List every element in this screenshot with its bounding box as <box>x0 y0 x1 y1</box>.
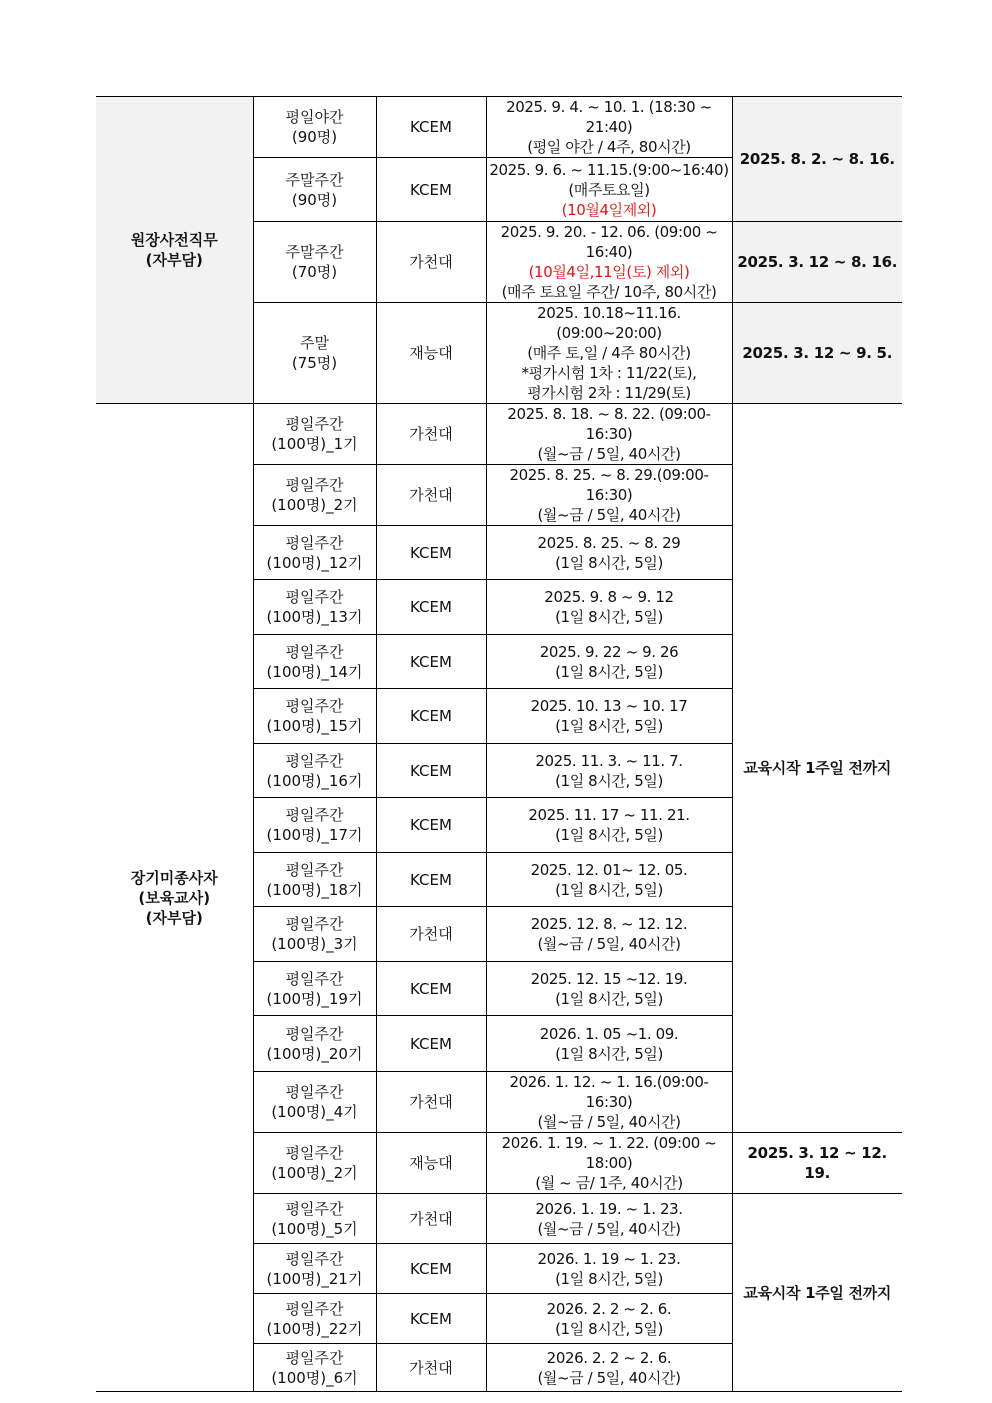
institution-cell: KCEM <box>376 635 486 689</box>
text-line: 2026. 1. 05 ~1. 09. <box>539 1024 679 1043</box>
text-line: (1일 8시간, 5일) <box>555 771 663 790</box>
course-cell <box>253 526 376 580</box>
text-line: 평일주간 <box>285 642 344 661</box>
text-line: (자부담) <box>145 908 203 927</box>
institution-cell: KCEM <box>376 689 486 744</box>
course-cell <box>253 222 376 303</box>
period-cell <box>486 526 732 580</box>
text-line: (100명)_5기 <box>271 1219 358 1238</box>
text-line: 2025. 10.18~11.16. (09:00~20:00) <box>537 304 681 342</box>
text-line: (매주 토,일 / 4주 80시간) <box>527 344 691 362</box>
deadline-cell: 2025. 3. 12 ~ 9. 5. <box>732 303 902 404</box>
text-line: (월~금 / 5일, 40시간) <box>537 935 681 953</box>
institution-cell: KCEM <box>376 526 486 580</box>
institution-cell: KCEM <box>376 97 486 158</box>
course-cell <box>253 158 376 222</box>
course-cell <box>253 97 376 158</box>
category-cell <box>96 97 253 404</box>
text-line: 2025. 12. 15 ~12. 19. <box>530 969 688 988</box>
text-line: (1일 8시간, 5일) <box>555 880 663 899</box>
period-cell <box>486 1244 732 1294</box>
table-row <box>96 97 902 158</box>
period-cell <box>486 580 732 635</box>
course-cell <box>253 465 376 526</box>
course-cell <box>253 1244 376 1294</box>
period-cell <box>486 798 732 853</box>
text-line: (75명) <box>291 354 338 372</box>
text-line: (100명)_19기 <box>266 989 363 1008</box>
period-cell <box>486 744 732 798</box>
text-line: 평일주간 <box>285 806 344 824</box>
text-line: 평일주간 <box>285 415 344 433</box>
course-cell <box>253 962 376 1016</box>
course-cell <box>253 744 376 798</box>
text-line: 2025. 11. 17 ~ 11. 21. <box>528 806 690 824</box>
text-line: 평일야간 <box>285 108 344 126</box>
text-line: 2025. 8. 25. ~ 8. 29 <box>537 533 681 552</box>
text-line: (100명)_14기 <box>266 662 363 681</box>
period-cell <box>486 303 732 404</box>
period-cell <box>486 1194 732 1244</box>
text-line: 평일주간 <box>285 1199 344 1218</box>
text-line: 평일주간 <box>285 915 344 933</box>
text-line: 2026. 1. 19. ~ 1. 23. <box>535 1199 683 1218</box>
period-cell <box>486 1016 732 1072</box>
deadline-cell: 교육시작 1주일 전까지 <box>732 1194 902 1392</box>
institution-cell: KCEM <box>376 1016 486 1072</box>
text-line: 2025. 10. 13 ~ 10. 17 <box>530 697 688 715</box>
course-cell <box>253 1133 376 1194</box>
institution-cell: KCEM <box>376 158 486 222</box>
text-line: 평가시험 2차 : 11/29(토) <box>527 384 691 402</box>
text-line: (100명)_21기 <box>266 1269 363 1288</box>
category-cell <box>96 404 253 1392</box>
text-line: 평일주간 <box>285 860 344 879</box>
text-line: (1일 8시간, 5일) <box>555 1269 663 1288</box>
text-line: 평일주간 <box>285 1249 344 1268</box>
text-line: 2025. 9. 22 ~ 9. 26 <box>539 642 679 661</box>
text-line: 2026. 1. 12. ~ 1. 16.(09:00-16:30) <box>509 1073 709 1111</box>
text-line: (1일 8시간, 5일) <box>555 1319 663 1338</box>
text-line: 2025. 12. 8. ~ 12. 12. <box>530 915 688 933</box>
table-row <box>96 404 902 465</box>
institution-cell: 재능대 <box>376 303 486 404</box>
text-line: 주말 <box>300 334 329 352</box>
period-cell <box>486 1072 732 1133</box>
text-line: 원장사전직무 <box>130 231 218 249</box>
text-line: 평일주간 <box>285 969 344 988</box>
text-line: (90명) <box>291 128 338 146</box>
text-line: 평일주간 <box>285 1299 344 1318</box>
period-cell <box>486 635 732 689</box>
period-cell <box>486 158 732 222</box>
text-line: (월 ~ 금/ 1주, 40시간) <box>535 1174 683 1192</box>
text-line: (1일 8시간, 5일) <box>555 1044 663 1063</box>
course-cell <box>253 1194 376 1244</box>
institution-cell: KCEM <box>376 962 486 1016</box>
text-line: 2025. 9. 8 ~ 9. 12 <box>544 588 674 606</box>
text-line: 2026. 2. 2 ~ 2. 6. <box>546 1348 672 1367</box>
text-line: 2026. 1. 19 ~ 1. 23. <box>537 1249 681 1268</box>
text-line: (1일 8시간, 5일) <box>555 608 663 626</box>
period-cell <box>486 222 732 303</box>
text-line: 평일주간 <box>285 476 344 494</box>
institution-cell: 가천대 <box>376 1344 486 1392</box>
course-cell <box>253 1016 376 1072</box>
text-line: (100명)_4기 <box>271 1103 358 1121</box>
course-cell <box>253 907 376 962</box>
text-line: 장기미종사자 <box>130 868 218 887</box>
period-cell <box>486 853 732 907</box>
text-line: (100명)_18기 <box>266 880 363 899</box>
text-line: (1일 8시간, 5일) <box>555 717 663 735</box>
text-line: (100명)_22기 <box>266 1319 363 1338</box>
institution-cell: 가천대 <box>376 465 486 526</box>
text-line: (100명)_1기 <box>271 435 358 453</box>
text-line: 평일주간 <box>285 533 344 552</box>
text-line: 2026. 1. 19. ~ 1. 22. (09:00 ~ 18:00) <box>501 1134 717 1172</box>
text-line: 2025. 11. 3. ~ 11. 7. <box>535 751 683 770</box>
text-line: 2025. 9. 4. ~ 10. 1. (18:30 ~ 21:40) <box>506 98 712 136</box>
course-cell <box>253 303 376 404</box>
period-cell <box>486 1344 732 1392</box>
text-line: (70명) <box>291 263 338 281</box>
text-line: (100명)_2기 <box>271 496 358 514</box>
course-cell <box>253 580 376 635</box>
text-line: (100명)_20기 <box>266 1044 363 1063</box>
institution-cell: KCEM <box>376 853 486 907</box>
institution-cell: 가천대 <box>376 907 486 962</box>
text-line: (100명)_15기 <box>266 717 363 735</box>
institution-cell: KCEM <box>376 1294 486 1344</box>
text-line: (매주토요일) <box>568 180 650 199</box>
institution-cell: 가천대 <box>376 404 486 465</box>
course-cell <box>253 798 376 853</box>
text-line: (월~금 / 5일, 40시간) <box>537 1368 681 1387</box>
text-line: (월~금 / 5일, 40시간) <box>537 1113 681 1131</box>
institution-cell: 가천대 <box>376 1072 486 1133</box>
period-cell <box>486 465 732 526</box>
text-line: *평가시험 1차 : 11/22(토), <box>521 364 697 382</box>
course-cell <box>253 1072 376 1133</box>
text-line: 평일주간 <box>285 751 344 770</box>
course-cell <box>253 689 376 744</box>
text-line: (월~금 / 5일, 40시간) <box>537 445 681 463</box>
text-line: 주말주간 <box>285 243 344 261</box>
text-line: (보육교사) <box>138 888 211 907</box>
text-line: (100명)_13기 <box>266 608 363 626</box>
text-line: (월~금 / 5일, 40시간) <box>537 506 681 524</box>
text-line: 평일주간 <box>285 1144 344 1162</box>
text-line: (1일 8시간, 5일) <box>555 826 663 844</box>
text-line: 주말주간 <box>285 170 344 189</box>
course-cell <box>253 1344 376 1392</box>
text-line: 2025. 9. 6. ~ 11.15.(9:00~16:40) <box>489 160 729 179</box>
text-line: (10월4일제외) <box>561 200 657 219</box>
text-line: 2025. 8. 18. ~ 8. 22. (09:00-16:30) <box>507 405 711 443</box>
text-line: (매주 토요일 주간/ 10주, 80시간) <box>501 283 717 301</box>
text-line: (100명)_6기 <box>271 1368 358 1387</box>
period-cell <box>486 907 732 962</box>
text-line: (90명) <box>291 190 338 209</box>
period-cell <box>486 1133 732 1194</box>
course-cell <box>253 1294 376 1344</box>
institution-cell: 재능대 <box>376 1133 486 1194</box>
schedule-table <box>96 96 902 1392</box>
institution-cell: KCEM <box>376 1244 486 1294</box>
institution-cell: 가천대 <box>376 1194 486 1244</box>
institution-cell: KCEM <box>376 580 486 635</box>
deadline-cell: 교육시작 1주일 전까지 <box>732 404 902 1133</box>
period-cell <box>486 1294 732 1344</box>
text-line: 2025. 9. 20. - 12. 06. (09:00 ~ 16:40) <box>500 223 718 261</box>
text-line: 평일주간 <box>285 1083 344 1101</box>
institution-cell: KCEM <box>376 744 486 798</box>
text-line: (100명)_12기 <box>266 553 363 572</box>
text-line: (평일 야간 / 4주, 80시간) <box>527 138 691 156</box>
course-cell <box>253 853 376 907</box>
period-cell <box>486 404 732 465</box>
text-line: 평일주간 <box>285 1024 344 1043</box>
deadline-cell: 2025. 8. 2. ~ 8. 16. <box>732 97 902 222</box>
text-line: (자부담) <box>145 251 203 269</box>
period-cell <box>486 97 732 158</box>
period-cell <box>486 689 732 744</box>
text-line: (100명)_3기 <box>271 935 358 953</box>
text-line: 2025. 12. 01~ 12. 05. <box>530 860 688 879</box>
text-line: (1일 8시간, 5일) <box>555 553 663 572</box>
period-cell <box>486 962 732 1016</box>
text-line: (월~금 / 5일, 40시간) <box>537 1219 681 1238</box>
text-line: 2026. 2. 2 ~ 2. 6. <box>546 1299 672 1318</box>
text-line: (1일 8시간, 5일) <box>555 662 663 681</box>
text-line: (10월4일,11일(토) 제외) <box>528 263 690 281</box>
course-cell <box>253 635 376 689</box>
text-line: 평일주간 <box>285 588 344 606</box>
text-line: (100명)_17기 <box>266 826 363 844</box>
text-line: 평일주간 <box>285 1348 344 1367</box>
text-line: (100명)_2기 <box>271 1164 358 1182</box>
institution-cell: KCEM <box>376 798 486 853</box>
deadline-cell: 2025. 3. 12 ~ 12. 19. <box>732 1133 902 1194</box>
course-cell <box>253 404 376 465</box>
text-line: 평일주간 <box>285 697 344 715</box>
deadline-cell: 2025. 3. 12 ~ 8. 16. <box>732 222 902 303</box>
institution-cell: 가천대 <box>376 222 486 303</box>
text-line: 2025. 8. 25. ~ 8. 29.(09:00-16:30) <box>509 466 709 504</box>
text-line: (1일 8시간, 5일) <box>555 989 663 1008</box>
text-line: (100명)_16기 <box>266 771 363 790</box>
